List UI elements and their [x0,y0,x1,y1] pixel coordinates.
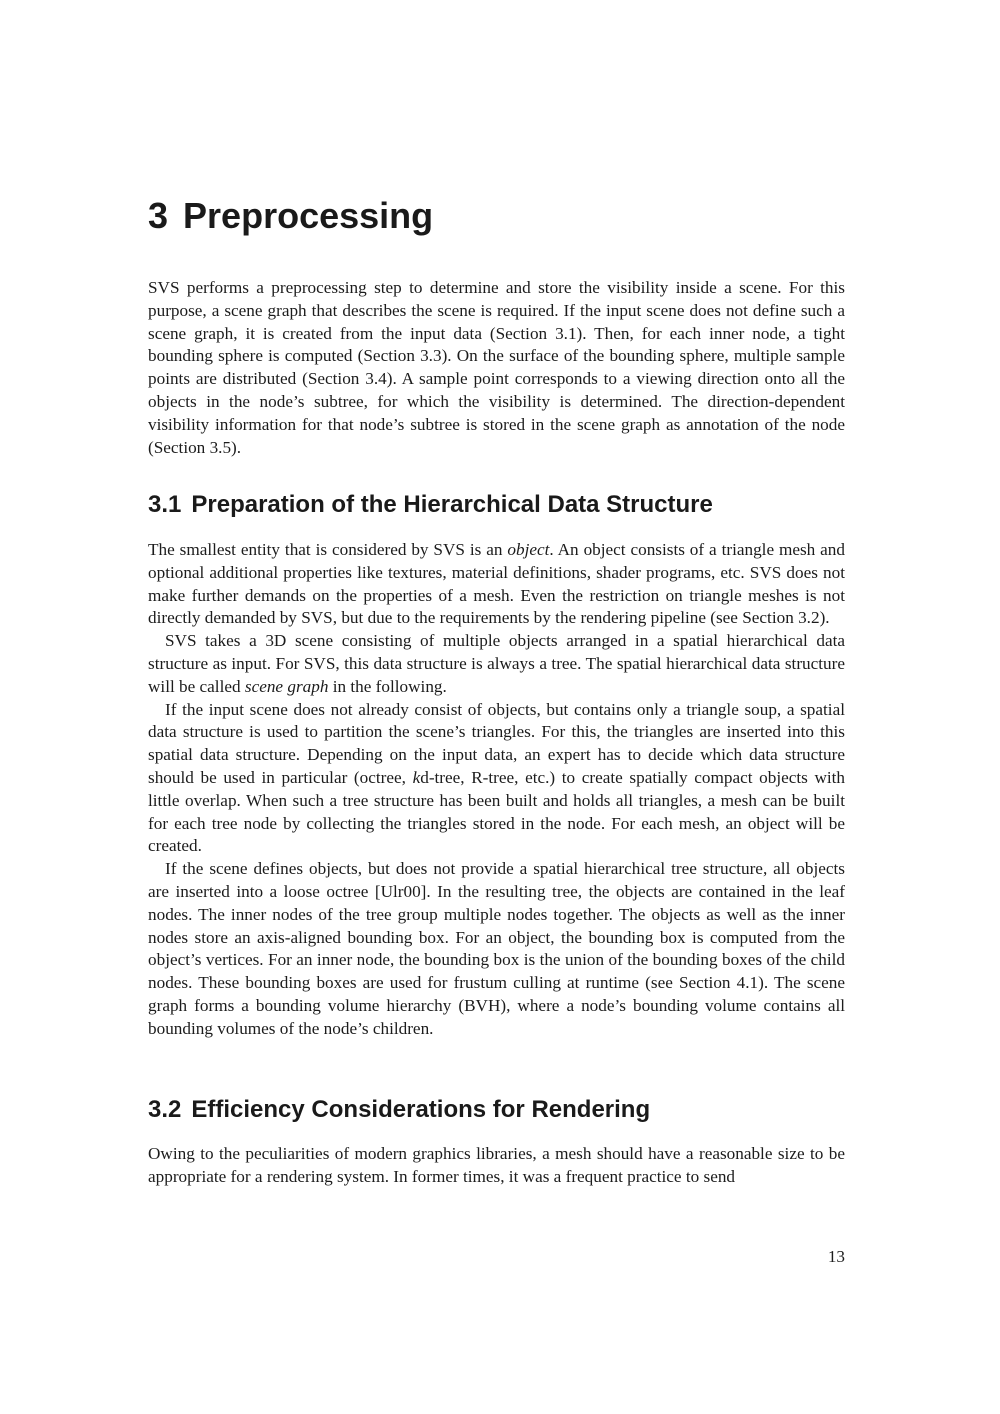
paragraph [148,539,845,630]
emphasis: scene graph [244,676,329,696]
section-title-text: Efficiency Considerations for Rendering [191,1096,651,1123]
text-run: in the following. [328,676,447,696]
text-run: SVS takes a 3D scene consisting of multiple objects arranged in a spatial hierarchical data structure as input. For SVS, this data structure is always a tree. The spatial hierarchical data structure will be called [148,631,845,696]
section-3-2-body [148,1143,845,1189]
page-number: 13 [827,1247,845,1266]
text-run: d-tree, R-tree, etc.) to create spatially compact objects with little overlap. When such a tree structure has been built and holds all triangles, a mesh can be built for each tree node by collecting the triangles stored in the node. For each mesh, an object will be created. [148,767,846,856]
section-title-text: Preparation of the Hierarchical Data Structure [191,491,713,518]
chapter-title-text: Preprocessing [183,195,434,236]
emphasis: object [507,540,550,559]
chapter-number: 3 [148,195,169,236]
text-run: The smallest entity that is considered by SVS is an [148,540,508,559]
intro-paragraph: SVS performs a preprocessing step to determine and store the visibility inside a scene. For this purpose, a scene graph that describes the scene is required. If the input scene does not define such a scene graph, it is created from the input data (Section 3.1). Then, for each inner node, a tight bounding sphere is computed (Section 3.3). On the surface of the bounding sphere, multiple sample points are distributed (Section 3.4). A sample point corresponds to a viewing direction onto all the objects in the node’s subtree, for which the visibility is determined. The direction-dependent visibility information for that node’s subtree is stored in the scene graph as annotation of the node (Section 3.5). [148,278,845,457]
paragraph [148,630,845,698]
emphasis: k [412,767,421,787]
section-3-1-body [148,539,845,1041]
chapter-title [148,192,433,240]
paragraph: Owing to the peculiarities of modern graphics libraries, a mesh should have a reasonable size to be appropriate for a rendering system. In former times, it was a frequent practice to send [148,1144,845,1186]
paragraph: If the scene defines objects, but does not provide a spatial hierarchical tree structure, all objects are inserted into a loose octree [Ulr00]. In the resulting tree, the objects are contained in the leaf nodes. The inner nodes of the tree group multiple nodes together. The objects as well as the inner nodes store an axis-aligned bounding box. For an object, the bounding box is computed from the object’s vertices. For an inner node, the bounding box is the union of the bounding boxes of the child nodes. These bounding boxes are used for frustum culling at runtime (see Section 4.1). The scene graph forms a bounding volume hierarchy (BVH), where a node’s bounding volume contains all bounding volumes of the node’s children. [148,859,845,1038]
paragraph [148,699,845,859]
text-run: If the input scene does not already consist of objects, but contains only a triangle soup, a spatial data structure is used to partition the scene’s triangles. For this, the triangles are inserted into this spatial data structure. Depending on the input data, an expert has to decide which data structure should be used in particular (octree, [148,699,845,787]
section-number: 3.1 [148,491,182,518]
section-heading-3-1 [148,489,713,521]
text-run: . An object consists of a triangle mesh and optional additional properties like textures, material definitions, shader programs, etc. SVS does not make further demands on the properties of a mesh. Even the restriction on triangle meshes is not directly demanded by SVS, but due to the requirements by the rendering pipeline (see Section 3.2). [148,540,845,628]
intro-block [148,277,845,459]
section-number: 3.2 [148,1096,182,1123]
section-heading-3-2 [148,1094,650,1126]
